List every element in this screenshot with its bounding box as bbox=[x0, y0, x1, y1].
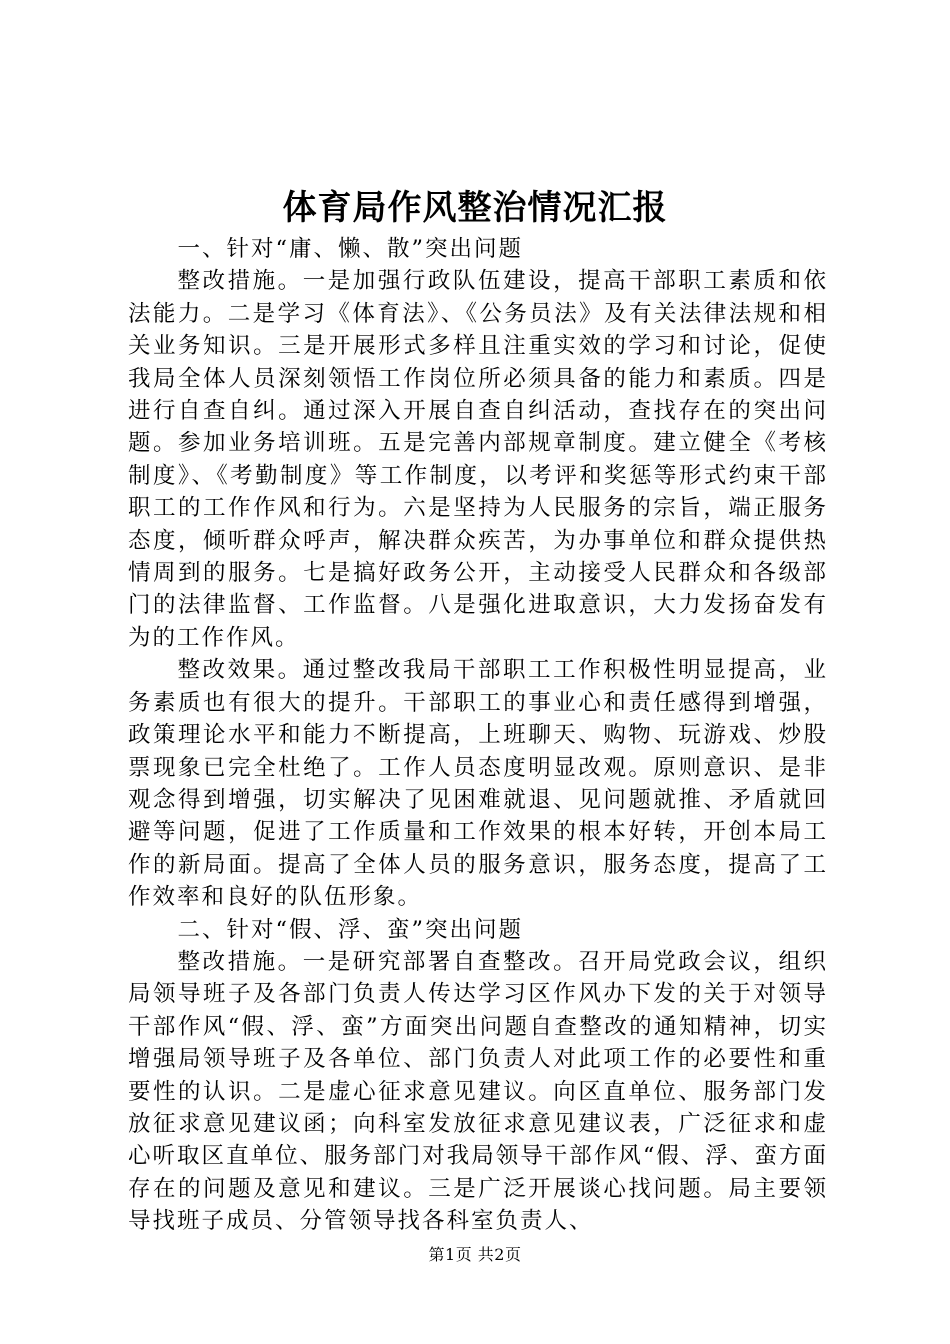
paragraph-rectification-measures-1: 整改措施。一是加强行政队伍建设，提高干部职工素质和依法能力。二是学习《体育法》、《公务员法》及有关法律法规和相关业务知识。三是开展形式多样且注重实效的学习和讨论，促使我局全体人员深刻领悟工作岗位所必须具备的能力和素质。四是进行自查自纠。通过深入开展自查自纠活动，查找存在的突出问题。参加业务培训班。五是完善内部规章制度。建立健全《考核制度》、《考勤制度》等工作制度，以考评和奖惩等形式约束干部职工的工作作风和行为。六是坚持为人民服务的宗旨，端正服务态度，倾听群众呼声，解决群众疾苦，为办事单位和群众提供热情周到的服务。七是搞好政务公开，主动接受人民群众和各级部门的法律监督、工作监督。八是强化进取意识，大力发扬奋发有为的工作作风。 bbox=[128, 268, 828, 651]
paragraph-rectification-effects-1: 整改效果。通过整改我局干部职工工作积极性明显提高，业务素质也有很大的提升。干部职工的事业心和责任感得到增强，政策理论水平和能力不断提高，上班聊天、购物、玩游戏、炒股票现象已完全杜绝了。工作人员态度明显改观。原则意识、是非观念得到增强，切实解决了见困难就退、见问题就推、矛盾就回避等问题，促进了工作质量和工作效果的根本好转，开创本局工作的新局面。提高了全体人员的服务意识，服务态度，提高了工作效率和良好的队伍形象。 bbox=[128, 657, 828, 911]
section-heading-2: 二、针对“假、浮、蛮”突出问题 bbox=[177, 916, 524, 943]
section-heading-1: 一、针对“庸、懒、散”突出问题 bbox=[177, 236, 524, 262]
document-body bbox=[128, 233, 828, 1238]
page-number-footer: 第1页 共2页 bbox=[428, 1245, 522, 1264]
paragraph-rectification-measures-2: 整改措施。一是研究部署自查整改。召开局党政会议，组织局领导班子及各部门负责人传达学习区作风办下发的关于对领导干部作风“假、浮、蛮”方面突出问题自查整改的通知精神，切实增强局领导班子及各单位、部门负责人对此项工作的必要性和重要性的认识。二是虚心征求意见建议。向区直单位、服务部门发放征求意见建议函；向科室发放征求意见建议表，广泛征求和虚心听取区直单位、服务部门对我局领导干部作风“假、浮、蛮方面存在的问题及意见和建议。三是广泛开展谈心找问题。局主要领导找班子成员、分管领导找各科室负责人、 bbox=[128, 948, 828, 1235]
document-title: 体育局作风整治情况汇报 bbox=[282, 188, 668, 228]
